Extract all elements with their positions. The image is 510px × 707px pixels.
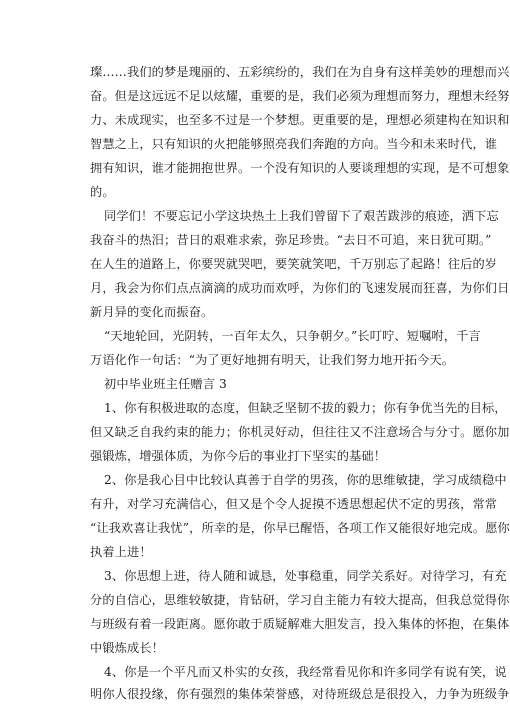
text-line: 拥有知识，谁才能拥抱世界。一个没有知识的人要谈理想的实现，是不可想象	[90, 161, 510, 175]
text-line: 中锻炼成长！	[90, 641, 165, 655]
text-line: 4、你是一个平凡而又朴实的女孩，我经常看见你和许多同学有说有笑，说	[104, 665, 507, 679]
text-line: 我奋斗的热汨；昔日的艰难求索，弥足珍贵。“去日不可追，来日犹可期。”	[90, 233, 492, 247]
text-line: 强锻炼，增强体质，为你今后的事业打下坚实的基础！	[90, 449, 387, 463]
text-line: 的。	[90, 185, 115, 199]
text-line: 奋。但是这远远不足以炫耀，重要的是，我们必须为理想而努力，理想未经努	[90, 89, 510, 103]
text-line: 智慧之上，只有知识的火把能够照亮我们奔跑的方向。当今和未来时代，谁	[90, 137, 498, 151]
text-line: “天地轮回，光阴转，一百年太久，只争朝夕。”长叮咛、短嘱咐，千言	[104, 329, 481, 343]
text-line: 璨……我们的梦是瑰丽的、五彩缤纷的，我们在为自身有这样美妙的理想而兴	[90, 65, 510, 79]
text-line: 月，我会为你们点点滴滴的成功而欢呼，为你们的飞速发展而狂喜，为你们日	[90, 281, 510, 295]
text-line: 明你人很投缘，你有强烈的集体荣誉感，对待班级总是很投入，力争为班级争	[90, 687, 510, 701]
section-heading: 初中毕业班主任赠言 3	[104, 377, 227, 391]
text-line: 万语化作一句话：“为了更好地拥有明天，让我们努力地开拓今天。	[90, 353, 455, 367]
text-line: 分的自信心，思维较敏捷，肯钻研，学习自主能力有较大提高，但我总觉得你	[90, 593, 510, 607]
text-line: 与班级有着一段距离。愿你敢于质疑解难大胆发言，投入集体的怀抱，在集体	[90, 617, 510, 631]
text-line: 但又缺乏自我约束的能力；你机灵好动，但往往又不注意场合与分寸。愿你加	[90, 425, 510, 439]
text-line: 执着上进！	[90, 545, 152, 559]
text-line: 新月异的变化而振奋。	[90, 305, 214, 319]
text-line: 在人生的道路上，你要哭就哭吧，要笑就笑吧，千万别忘了起路！往后的岁	[90, 257, 498, 271]
text-line: 有升，对学习充满信心，但又是个令人捉摸不透思想起伏不定的男孩，常常	[90, 497, 498, 511]
text-line: 2、你是我心目中比较认真善于自学的男孩，你的思维敏捷，学习成绩稳中	[104, 473, 507, 487]
text-line: 3、你思想上进，待人随和诚恳，处事稳重，同学关系好。对待学习，有充	[104, 569, 507, 583]
text-line: “让我欢喜让我忧”，所幸的是，你早已醒悟，各项工作又能很好地完成。愿你	[90, 521, 510, 535]
text-line: 同学们！不要忘记小学这块热土上我们曾留下了艰苦跋涉的痕迹，洒下忘	[104, 209, 499, 223]
text-line: 1、你有积极进取的态度，但缺乏坚韧不拔的毅力；你有争优当先的目标，	[104, 401, 507, 415]
text-line: 力、未成现实，也至多不过是一个梦想。更重要的是，理想必须建构在知识和	[90, 113, 510, 127]
